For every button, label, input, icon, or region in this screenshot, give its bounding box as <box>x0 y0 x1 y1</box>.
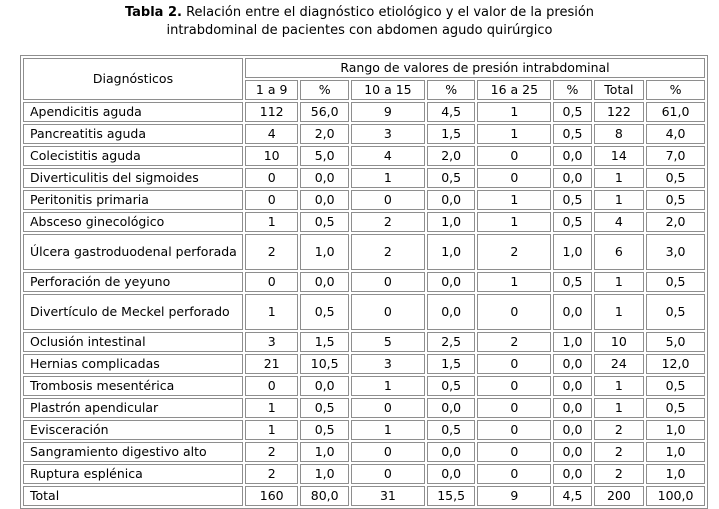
table-row <box>23 486 705 506</box>
value-cell: 0,5 <box>427 376 476 396</box>
caption-line-2: intrabdominal de pacientes con abdomen agudo quirúrgico <box>166 23 553 38</box>
diagnosis-cell: Trombosis mesentérica <box>23 376 243 396</box>
value-cell: 61,0 <box>646 102 705 122</box>
value-cell: 0 <box>245 168 298 188</box>
value-cell: 1,0 <box>300 234 349 270</box>
value-cell: 1,5 <box>427 354 476 374</box>
value-cell: 4,5 <box>427 102 476 122</box>
diagnosis-cell: Pancreatitis aguda <box>23 124 243 144</box>
value-cell: 1 <box>351 376 425 396</box>
value-cell: 0,5 <box>553 272 591 292</box>
value-cell: 0 <box>351 442 425 462</box>
value-cell: 1 <box>245 294 298 330</box>
value-cell: 0 <box>477 354 551 374</box>
value-cell: 3 <box>351 124 425 144</box>
value-cell: 0,5 <box>427 168 476 188</box>
diagnosis-cell: Diverticulitis del sigmoides <box>23 168 243 188</box>
diagnosis-cell: Divertículo de Meckel perforado <box>23 294 243 330</box>
value-cell: 0 <box>351 272 425 292</box>
value-cell: 2,0 <box>427 146 476 166</box>
table-row <box>23 420 705 440</box>
table-row <box>23 398 705 418</box>
value-cell: 10 <box>594 332 644 352</box>
value-cell: 0,5 <box>300 212 349 232</box>
value-cell: 1 <box>351 168 425 188</box>
value-cell: 0,5 <box>427 420 476 440</box>
value-cell: 0,0 <box>553 398 591 418</box>
value-cell: 31 <box>351 486 425 506</box>
value-cell: 0,5 <box>646 398 705 418</box>
value-cell: 0,0 <box>427 190 476 210</box>
value-cell: 0,0 <box>427 442 476 462</box>
value-cell: 0,5 <box>300 420 349 440</box>
value-cell: 2 <box>351 212 425 232</box>
table-row <box>23 272 705 292</box>
column-header: 10 a 15 <box>351 80 425 100</box>
table-row <box>23 212 705 232</box>
caption-line-1: Relación entre el diagnóstico etiológico y el valor de la presión <box>186 5 595 20</box>
column-header: % <box>553 80 591 100</box>
value-cell: 8 <box>594 124 644 144</box>
diagnosis-cell: Perforación de yeyuno <box>23 272 243 292</box>
table-row <box>23 332 705 352</box>
value-cell: 1 <box>245 420 298 440</box>
value-cell: 2 <box>477 332 551 352</box>
value-cell: 2 <box>594 420 644 440</box>
value-cell: 2,0 <box>300 124 349 144</box>
value-cell: 1,0 <box>646 442 705 462</box>
table-row <box>23 146 705 166</box>
value-cell: 0 <box>351 464 425 484</box>
value-cell: 112 <box>245 102 298 122</box>
table-row <box>23 234 705 270</box>
value-cell: 0,0 <box>553 168 591 188</box>
value-cell: 4,5 <box>553 486 591 506</box>
value-cell: 1,0 <box>646 464 705 484</box>
value-cell: 0,5 <box>553 102 591 122</box>
diagnosis-cell: Hernias complicadas <box>23 354 243 374</box>
column-header: % <box>427 80 476 100</box>
diagnosis-cell: Peritonitis primaria <box>23 190 243 210</box>
table-row <box>23 376 705 396</box>
value-cell: 0 <box>477 294 551 330</box>
table-caption <box>0 0 719 44</box>
value-cell: 3 <box>351 354 425 374</box>
value-cell: 0,5 <box>646 190 705 210</box>
value-cell: 1,0 <box>553 332 591 352</box>
value-cell: 0,5 <box>646 272 705 292</box>
value-cell: 0,5 <box>300 398 349 418</box>
value-cell: 0 <box>477 464 551 484</box>
value-cell: 5,0 <box>300 146 349 166</box>
table-row <box>23 168 705 188</box>
value-cell: 10 <box>245 146 298 166</box>
value-cell: 0,0 <box>427 272 476 292</box>
value-cell: 100,0 <box>646 486 705 506</box>
value-cell: 0,5 <box>646 294 705 330</box>
value-cell: 1 <box>594 190 644 210</box>
value-cell: 0,0 <box>553 464 591 484</box>
value-cell: 0 <box>245 272 298 292</box>
value-cell: 0 <box>477 442 551 462</box>
value-cell: 0,5 <box>300 294 349 330</box>
value-cell: 2 <box>594 442 644 462</box>
value-cell: 1,5 <box>427 124 476 144</box>
value-cell: 2,0 <box>646 212 705 232</box>
table-row <box>23 190 705 210</box>
value-cell: 0,0 <box>553 354 591 374</box>
value-cell: 0,0 <box>553 146 591 166</box>
table-row <box>23 102 705 122</box>
value-cell: 0,0 <box>427 464 476 484</box>
diagnosis-cell: Plastrón apendicular <box>23 398 243 418</box>
value-cell: 0,5 <box>646 168 705 188</box>
value-cell: 1 <box>477 190 551 210</box>
value-cell: 3,0 <box>646 234 705 270</box>
column-header: Total <box>594 80 644 100</box>
value-cell: 21 <box>245 354 298 374</box>
column-header: % <box>646 80 705 100</box>
value-cell: 0,5 <box>553 190 591 210</box>
value-cell: 5 <box>351 332 425 352</box>
value-cell: 0,0 <box>553 420 591 440</box>
value-cell: 1,0 <box>553 234 591 270</box>
value-cell: 0 <box>477 420 551 440</box>
diagnosis-cell: Colecistitis aguda <box>23 146 243 166</box>
value-cell: 1,0 <box>300 464 349 484</box>
value-cell: 0,0 <box>300 190 349 210</box>
diagnosis-cell: Oclusión intestinal <box>23 332 243 352</box>
value-cell: 2 <box>477 234 551 270</box>
table-row <box>23 354 705 374</box>
table-row <box>23 464 705 484</box>
value-cell: 1 <box>594 398 644 418</box>
value-cell: 1 <box>594 376 644 396</box>
value-cell: 0,0 <box>300 376 349 396</box>
value-cell: 0 <box>245 190 298 210</box>
header-diagnosticos: Diagnósticos <box>23 58 243 100</box>
table-row <box>23 124 705 144</box>
value-cell: 0,0 <box>427 294 476 330</box>
value-cell: 0,0 <box>553 376 591 396</box>
value-cell: 5,0 <box>646 332 705 352</box>
value-cell: 15,5 <box>427 486 476 506</box>
value-cell: 1,0 <box>427 234 476 270</box>
table-row <box>23 294 705 330</box>
column-header: 16 a 25 <box>477 80 551 100</box>
value-cell: 80,0 <box>300 486 349 506</box>
value-cell: 2 <box>245 464 298 484</box>
value-cell: 1 <box>477 272 551 292</box>
value-cell: 0 <box>477 376 551 396</box>
value-cell: 160 <box>245 486 298 506</box>
column-header: % <box>300 80 349 100</box>
value-cell: 1,5 <box>300 332 349 352</box>
value-cell: 4,0 <box>646 124 705 144</box>
value-cell: 0,0 <box>427 398 476 418</box>
diagnosis-cell: Ruptura esplénica <box>23 464 243 484</box>
caption-label: Tabla 2. <box>124 5 182 20</box>
value-cell: 0 <box>351 294 425 330</box>
data-table <box>20 55 708 509</box>
value-cell: 1 <box>594 294 644 330</box>
value-cell: 1 <box>245 398 298 418</box>
diagnosis-cell: Total <box>23 486 243 506</box>
value-cell: 10,5 <box>300 354 349 374</box>
value-cell: 1 <box>351 420 425 440</box>
value-cell: 24 <box>594 354 644 374</box>
value-cell: 2 <box>594 464 644 484</box>
value-cell: 4 <box>351 146 425 166</box>
value-cell: 0,5 <box>553 212 591 232</box>
value-cell: 1 <box>594 168 644 188</box>
value-cell: 2 <box>351 234 425 270</box>
table-row <box>23 442 705 462</box>
diagnosis-cell: Evisceración <box>23 420 243 440</box>
value-cell: 2 <box>245 442 298 462</box>
value-cell: 1,0 <box>646 420 705 440</box>
value-cell: 0 <box>351 190 425 210</box>
diagnosis-cell: Apendicitis aguda <box>23 102 243 122</box>
value-cell: 6 <box>594 234 644 270</box>
value-cell: 0,5 <box>553 124 591 144</box>
table-header-row-1 <box>23 58 705 78</box>
value-cell: 1 <box>477 212 551 232</box>
value-cell: 1 <box>477 124 551 144</box>
value-cell: 0 <box>245 376 298 396</box>
value-cell: 4 <box>594 212 644 232</box>
value-cell: 14 <box>594 146 644 166</box>
diagnosis-cell: Úlcera gastroduodenal perforada <box>23 234 243 270</box>
value-cell: 12,0 <box>646 354 705 374</box>
value-cell: 1,0 <box>300 442 349 462</box>
value-cell: 122 <box>594 102 644 122</box>
value-cell: 0 <box>477 146 551 166</box>
value-cell: 4 <box>245 124 298 144</box>
value-cell: 3 <box>245 332 298 352</box>
value-cell: 1 <box>477 102 551 122</box>
value-cell: 0 <box>351 398 425 418</box>
value-cell: 2,5 <box>427 332 476 352</box>
diagnosis-cell: Sangramiento digestivo alto <box>23 442 243 462</box>
value-cell: 0 <box>477 168 551 188</box>
value-cell: 1,0 <box>427 212 476 232</box>
value-cell: 9 <box>477 486 551 506</box>
value-cell: 0,5 <box>646 376 705 396</box>
value-cell: 1 <box>245 212 298 232</box>
value-cell: 0,0 <box>553 294 591 330</box>
value-cell: 7,0 <box>646 146 705 166</box>
value-cell: 200 <box>594 486 644 506</box>
diagnosis-cell: Absceso ginecológico <box>23 212 243 232</box>
value-cell: 56,0 <box>300 102 349 122</box>
column-header: 1 a 9 <box>245 80 298 100</box>
value-cell: 0,0 <box>300 272 349 292</box>
value-cell: 1 <box>594 272 644 292</box>
value-cell: 9 <box>351 102 425 122</box>
value-cell: 2 <box>245 234 298 270</box>
value-cell: 0,0 <box>300 168 349 188</box>
value-cell: 0,0 <box>553 442 591 462</box>
value-cell: 0 <box>477 398 551 418</box>
header-group: Rango de valores de presión intrabdominal <box>245 58 705 78</box>
